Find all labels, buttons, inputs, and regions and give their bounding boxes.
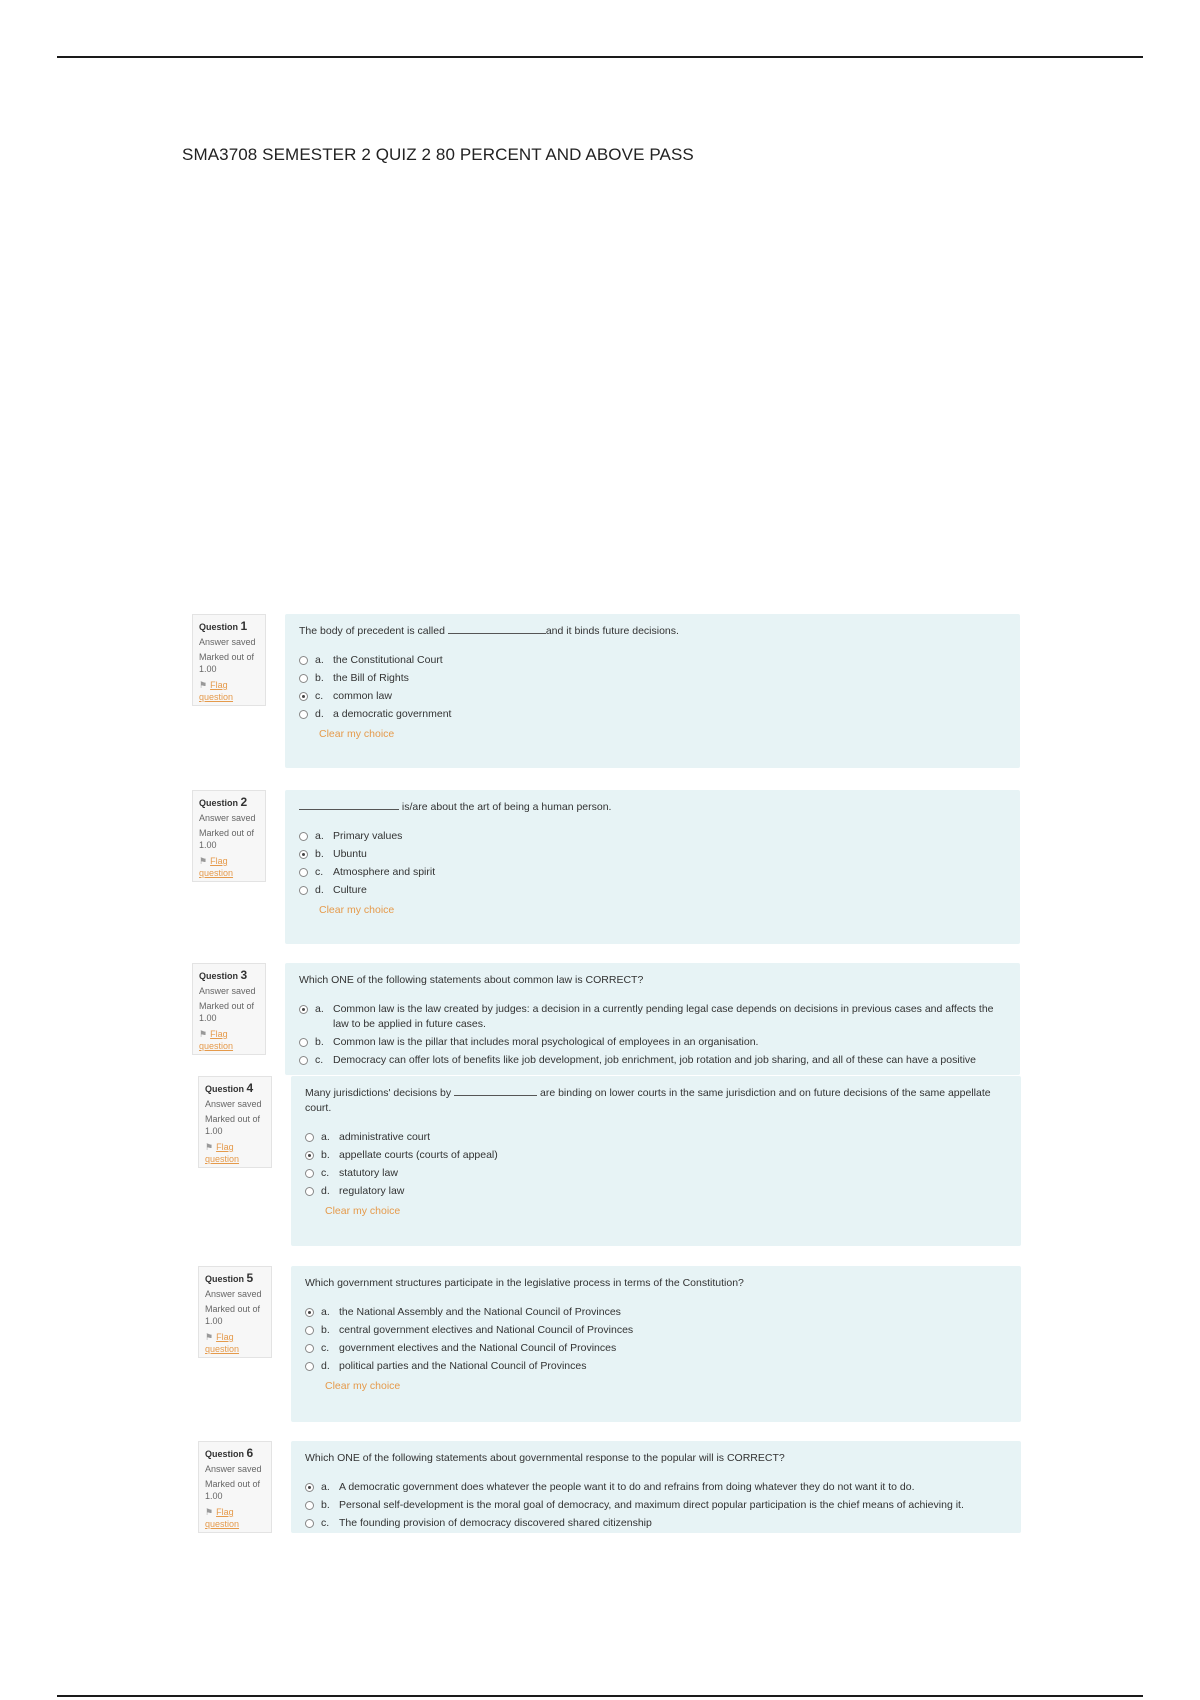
- flag-icon: ⚑: [205, 1142, 214, 1152]
- answer-status: Answer saved: [205, 1099, 262, 1109]
- flag-question-link[interactable]: [199, 679, 259, 703]
- answer-text: A democratic government does whatever the people want it to do and refrains from doing whatever they do not want it to do.: [339, 1481, 915, 1493]
- answer-option[interactable]: [305, 1166, 1007, 1181]
- answer-text: Democracy can offer lots of benefits like job development, job enrichment, job rotation and job sharing, and all of these can have a positive: [333, 1054, 977, 1066]
- flag-label: Flag question: [199, 680, 234, 702]
- marked-out-of: Marked out of 1.00: [199, 828, 255, 850]
- radio-empty-icon[interactable]: [305, 1133, 314, 1142]
- answer-text: a democratic government: [333, 708, 452, 720]
- blank-line: [448, 625, 546, 634]
- question-text-end: are binding on lower courts in the same jurisdiction and on future decisions of the same appellate court.: [305, 1087, 991, 1114]
- radio-empty-icon[interactable]: [305, 1362, 314, 1371]
- flag-label: Flag question: [205, 1332, 240, 1354]
- answer-text: Ubuntu: [333, 848, 367, 860]
- question-info-panel: [192, 614, 266, 706]
- answer-letter: b.: [315, 848, 324, 860]
- radio-empty-icon[interactable]: [305, 1344, 314, 1353]
- question-info-panel: [198, 1076, 272, 1168]
- radio-selected-icon[interactable]: [299, 692, 308, 701]
- answer-option[interactable]: [299, 707, 1006, 722]
- answer-text: Culture: [333, 884, 367, 896]
- question-content: [291, 1266, 1021, 1422]
- question-label: Question: [205, 1274, 245, 1284]
- question-label: Question: [205, 1449, 245, 1459]
- answer-option[interactable]: [299, 689, 1006, 704]
- answer-option[interactable]: [299, 671, 1006, 686]
- blank-line: [454, 1087, 537, 1096]
- answer-option[interactable]: [305, 1341, 1007, 1356]
- question-text-end: is/are about the art of being a human person.: [399, 801, 612, 813]
- flag-label: Flag question: [205, 1142, 240, 1164]
- radio-empty-icon[interactable]: [299, 1056, 308, 1065]
- document-title: SMA3708 SEMESTER 2 QUIZ 2 80 PERCENT AND ABOVE PASS: [182, 145, 694, 164]
- answer-letter: a.: [321, 1131, 330, 1143]
- bottom-rule: [57, 1695, 1143, 1697]
- question-info-panel: [192, 963, 266, 1055]
- answer-option[interactable]: [305, 1130, 1007, 1145]
- answer-text: Common law is the pillar that includes moral psychological of employees in an organisation.: [333, 1036, 759, 1048]
- radio-selected-icon[interactable]: [305, 1308, 314, 1317]
- flag-question-link[interactable]: [205, 1141, 265, 1165]
- question-number-label: [199, 620, 259, 633]
- question-text-end: and it binds future decisions.: [545, 625, 679, 637]
- question-info-panel: [198, 1266, 272, 1358]
- answer-text: the Constitutional Court: [333, 654, 443, 666]
- question-number-label: [205, 1272, 265, 1285]
- question-label: Question: [199, 971, 239, 981]
- radio-empty-icon[interactable]: [299, 832, 308, 841]
- flag-label: Flag question: [205, 1507, 240, 1529]
- radio-empty-icon[interactable]: [305, 1501, 314, 1510]
- question-number: 3: [240, 968, 248, 982]
- blank-line: [299, 801, 399, 810]
- question-text: [299, 800, 1006, 815]
- question-content: [291, 1076, 1021, 1246]
- answer-letter: c.: [321, 1517, 330, 1529]
- answer-text: the Bill of Rights: [333, 672, 409, 684]
- question-text-start: Which ONE of the following statements about governmental response to the popular will is CORRECT?: [305, 1452, 785, 1464]
- clear-choice-link[interactable]: Clear my choice: [319, 904, 395, 916]
- answer-letter: a.: [315, 1003, 324, 1015]
- answer-letter: b.: [315, 672, 324, 684]
- answer-letter: d.: [321, 1185, 330, 1197]
- question-content: [291, 1441, 1021, 1533]
- answer-option[interactable]: [299, 829, 1006, 844]
- question-number-label: [199, 796, 259, 809]
- radio-empty-icon[interactable]: [299, 868, 308, 877]
- answer-text: common law: [333, 690, 392, 702]
- answer-text: Personal self-development is the moral goal of democracy, and maximum direct popular participation is the chief means of achieving it.: [339, 1499, 964, 1511]
- answer-letter: c.: [315, 1054, 324, 1066]
- flag-icon: ⚑: [199, 856, 208, 866]
- answer-option[interactable]: [299, 1035, 1006, 1050]
- flag-label: Flag question: [199, 1029, 234, 1051]
- radio-empty-icon[interactable]: [305, 1169, 314, 1178]
- radio-empty-icon[interactable]: [305, 1519, 314, 1528]
- answer-text: administrative court: [339, 1131, 431, 1143]
- answer-option[interactable]: [299, 1053, 1006, 1068]
- question-text-start: Which ONE of the following statements about common law is CORRECT?: [299, 974, 644, 986]
- clear-choice-link[interactable]: Clear my choice: [325, 1205, 401, 1217]
- radio-selected-icon[interactable]: [305, 1483, 314, 1492]
- answer-option[interactable]: [305, 1516, 1007, 1531]
- question-info-panel: [198, 1441, 272, 1533]
- radio-selected-icon[interactable]: [299, 850, 308, 859]
- flag-icon: ⚑: [199, 1029, 208, 1039]
- answer-option[interactable]: [305, 1480, 1007, 1495]
- question-text-start: Which government structures participate in the legislative process in terms of the Constitution?: [305, 1277, 744, 1289]
- answer-text: Common law is the law created by judges: a decision in a currently pending legal case depends on decisions in previous cases and affects the law to be applied in future cases.: [333, 1003, 994, 1030]
- question-number-label: [199, 969, 259, 982]
- flag-question-link[interactable]: [199, 855, 259, 879]
- question-label: Question: [199, 798, 239, 808]
- question-text: [305, 1086, 1007, 1116]
- answer-letter: a.: [315, 654, 324, 666]
- answer-text: regulatory law: [339, 1185, 405, 1197]
- radio-empty-icon[interactable]: [299, 656, 308, 665]
- answer-letter: c.: [321, 1342, 330, 1354]
- answer-option[interactable]: [299, 653, 1006, 668]
- answer-letter: d.: [321, 1360, 330, 1372]
- question-content: [285, 614, 1020, 768]
- marked-out-of: Marked out of 1.00: [199, 1001, 255, 1023]
- answer-text: government electives and the National Council of Provinces: [339, 1342, 617, 1354]
- question-number: 1: [240, 619, 248, 633]
- answer-letter: d.: [315, 708, 324, 720]
- answer-text: Atmosphere and spirit: [333, 866, 436, 878]
- question-content: [285, 963, 1020, 1075]
- answer-option[interactable]: [305, 1498, 1007, 1513]
- answer-option[interactable]: [305, 1359, 1007, 1374]
- flag-question-link[interactable]: [205, 1331, 265, 1355]
- answer-letter: a.: [315, 830, 324, 842]
- flag-label: Flag question: [199, 856, 234, 878]
- question-number: 2: [240, 795, 248, 809]
- answer-status: Answer saved: [199, 986, 256, 996]
- answer-text: statutory law: [339, 1167, 398, 1179]
- radio-empty-icon[interactable]: [299, 1038, 308, 1047]
- answer-text: The founding provision of democracy discovered shared citizenship: [339, 1517, 652, 1529]
- answer-text: central government electives and National Council of Provinces: [339, 1324, 634, 1336]
- answer-text: Primary values: [333, 830, 403, 842]
- question-text: [305, 1451, 1007, 1466]
- question-number: 4: [246, 1081, 254, 1095]
- answer-status: Answer saved: [199, 813, 256, 823]
- answer-letter: d.: [315, 884, 324, 896]
- clear-choice-link[interactable]: Clear my choice: [325, 1380, 401, 1392]
- question-info-panel: [192, 790, 266, 882]
- marked-out-of: Marked out of 1.00: [199, 652, 255, 674]
- question-text: [299, 624, 1006, 639]
- question-text-start: Many jurisdictions' decisions by: [305, 1087, 455, 1099]
- answer-option[interactable]: [299, 847, 1006, 862]
- question-text: [299, 973, 1006, 988]
- question-content: [285, 790, 1020, 944]
- question-number: 5: [246, 1271, 254, 1285]
- marked-out-of: Marked out of 1.00: [205, 1304, 261, 1326]
- answer-letter: c.: [315, 690, 324, 702]
- answer-text: the National Assembly and the National Council of Provinces: [339, 1306, 621, 1318]
- question-label: Question: [205, 1084, 245, 1094]
- radio-empty-icon[interactable]: [305, 1326, 314, 1335]
- answer-status: Answer saved: [205, 1289, 262, 1299]
- answer-status: Answer saved: [205, 1464, 262, 1474]
- answer-option[interactable]: [305, 1305, 1007, 1320]
- question-text-start: The body of precedent is called: [299, 625, 448, 637]
- answer-letter: c.: [321, 1167, 330, 1179]
- answer-letter: a.: [321, 1481, 330, 1493]
- flag-question-link[interactable]: [199, 1028, 259, 1052]
- question-text: [305, 1276, 1007, 1291]
- answer-text: appellate courts (courts of appeal): [339, 1149, 498, 1161]
- question-number-label: [205, 1082, 265, 1095]
- answer-option[interactable]: [299, 883, 1006, 898]
- answer-option[interactable]: [305, 1148, 1007, 1163]
- radio-empty-icon[interactable]: [305, 1187, 314, 1196]
- top-rule: [57, 56, 1143, 58]
- answer-letter: b.: [321, 1149, 330, 1161]
- clear-choice-link[interactable]: Clear my choice: [319, 728, 395, 740]
- question-label: Question: [199, 622, 239, 632]
- flag-icon: ⚑: [205, 1507, 214, 1517]
- answer-letter: c.: [315, 866, 324, 878]
- flag-icon: ⚑: [205, 1332, 214, 1342]
- answer-option[interactable]: [305, 1323, 1007, 1338]
- flag-icon: ⚑: [199, 680, 208, 690]
- answer-option[interactable]: [305, 1184, 1007, 1199]
- radio-empty-icon[interactable]: [299, 674, 308, 683]
- answer-text: political parties and the National Council of Provinces: [339, 1360, 587, 1372]
- radio-empty-icon[interactable]: [299, 710, 308, 719]
- question-number: 6: [246, 1446, 254, 1460]
- answer-letter: b.: [321, 1499, 330, 1511]
- answer-letter: a.: [321, 1306, 330, 1318]
- marked-out-of: Marked out of 1.00: [205, 1479, 261, 1501]
- radio-selected-icon[interactable]: [305, 1151, 314, 1160]
- answer-option[interactable]: [299, 865, 1006, 880]
- radio-empty-icon[interactable]: [299, 886, 308, 895]
- answer-letter: b.: [321, 1324, 330, 1336]
- flag-question-link[interactable]: [205, 1506, 265, 1530]
- answer-status: Answer saved: [199, 637, 256, 647]
- marked-out-of: Marked out of 1.00: [205, 1114, 261, 1136]
- radio-selected-icon[interactable]: [299, 1005, 308, 1014]
- question-number-label: [205, 1447, 265, 1460]
- answer-option[interactable]: [299, 1002, 1006, 1032]
- answer-letter: b.: [315, 1036, 324, 1048]
